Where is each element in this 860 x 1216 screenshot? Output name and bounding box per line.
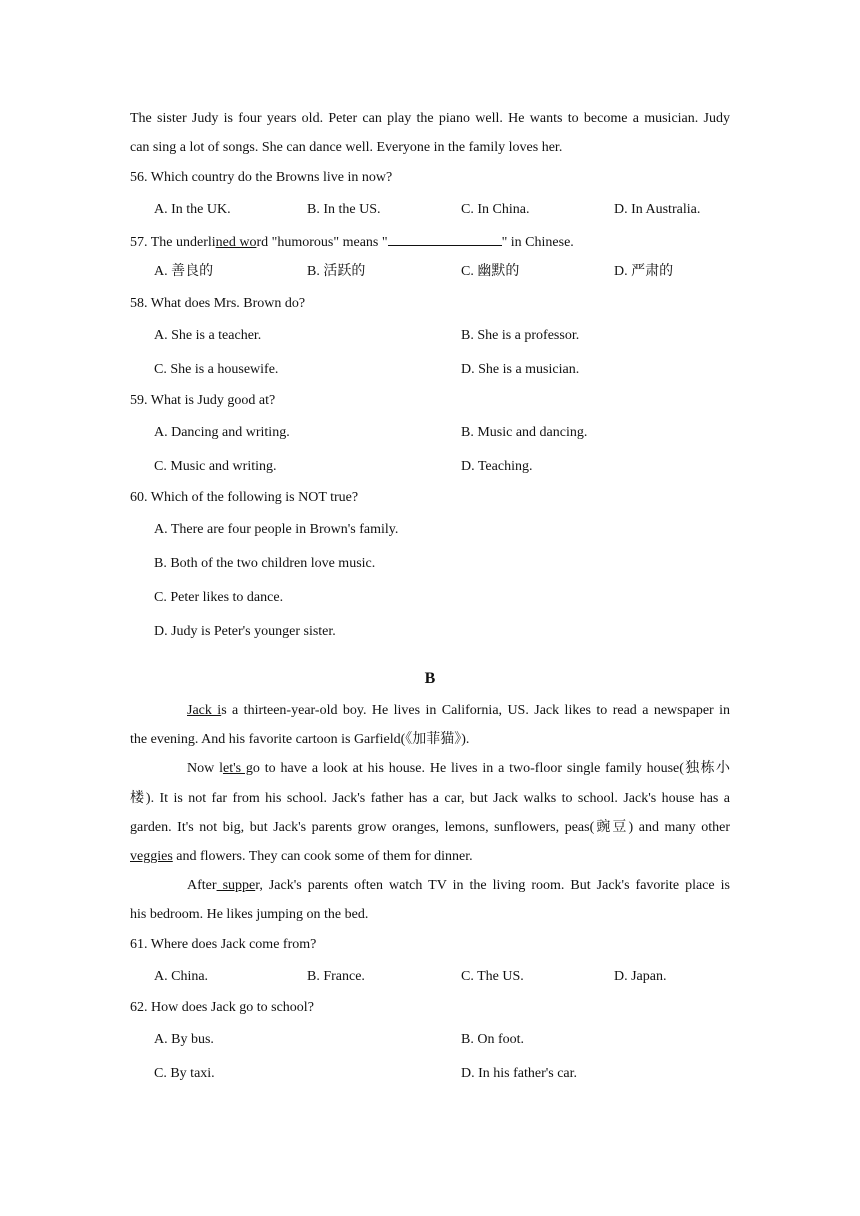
passage-a-line-2: can sing a lot of songs. She can dance well. Everyone in the family loves her.: [130, 140, 563, 155]
question-59-option-b: B. Music and dancing.: [461, 425, 588, 440]
question-59-stem: 59. What is Judy good at?: [130, 393, 276, 408]
question-61-option-c: C. The US.: [461, 969, 524, 984]
question-56-option-a: A. In the UK.: [154, 202, 231, 217]
passage-text: o to have a look at his house. He lives in a two-floor single family house(独栋小: [252, 761, 730, 776]
question-56-option-b: B. In the US.: [307, 202, 381, 217]
question-59-option-a: A. Dancing and writing.: [154, 425, 290, 440]
passage-b-p3-line-1: [130, 876, 730, 896]
question-61-option-a: A. China.: [154, 969, 209, 984]
question-57-option-d: D. 严肃的: [614, 264, 674, 279]
passage-b-p1-line-2: the evening. And his favorite cartoon is Garfield(《加菲猫》).: [130, 732, 470, 747]
question-61-stem: 61. Where does Jack come from?: [130, 937, 317, 952]
question-56-option-d: D. In Australia.: [614, 202, 701, 217]
question-62-stem: 62. How does Jack go to school?: [130, 1000, 314, 1015]
passage-b-p2-line-3: garden. It's not big, but Jack's parents grow oranges, lemons, sunflowers, peas(豌豆) and many other: [130, 820, 730, 835]
passage-a-line-1: The sister Judy is four years old. Peter can play the piano well. He wants to become a musician. Judy: [130, 111, 730, 126]
passage-text: r, Jack's parents often watch TV in the living room. But Jack's favorite place is: [255, 878, 730, 893]
question-60-stem: 60. Which of the following is NOT true?: [130, 490, 359, 505]
question-57-stem-part: " in Chinese.: [501, 235, 574, 250]
question-58-option-c: C. She is a housewife.: [154, 362, 279, 377]
question-57-option-b: B. 活跃的: [307, 264, 366, 279]
question-56-stem: 56. Which country do the Browns live in now?: [130, 170, 393, 185]
question-58-option-b: B. She is a professor.: [461, 328, 580, 343]
question-59-option-c: C. Music and writing.: [154, 459, 277, 474]
question-60-option-c: C. Peter likes to dance.: [154, 590, 284, 605]
question-57-option-c: C. 幽默的: [461, 264, 520, 279]
passage-text: s a thirteen-year-old boy. He lives in California, US. Jack likes to read a newspaper in: [221, 703, 731, 718]
passage-text: After: [187, 878, 217, 893]
section-b-heading: B: [424, 670, 436, 687]
question-61-option-b: B. France.: [307, 969, 365, 984]
passage-b-p2-line-1: [130, 759, 730, 779]
passage-b-p2-line-4: [130, 847, 730, 867]
question-62-option-a: A. By bus.: [154, 1032, 214, 1047]
answer-blank: [388, 231, 502, 246]
underlined-word-veggies: veggies: [130, 849, 173, 864]
question-62-option-d: D. In his father's car.: [461, 1066, 578, 1081]
passage-text: and flowers. They can cook some of them for dinner.: [172, 849, 473, 864]
question-57-stem: [130, 231, 730, 253]
underlined-fragment: Jack i: [187, 703, 222, 718]
question-57-stem-part: rd "humorous" means ": [256, 235, 388, 250]
question-57-stem-part: 57. The underli: [130, 235, 216, 250]
question-56-option-c: C. In China.: [461, 202, 530, 217]
passage-b-p3-line-2: his bedroom. He likes jumping on the bed.: [130, 907, 369, 922]
passage-b-p1-line-1: [130, 701, 730, 721]
question-62-option-b: B. On foot.: [461, 1032, 524, 1047]
passage-text: Now l: [187, 761, 223, 776]
question-60-option-d: D. Judy is Peter's younger sister.: [154, 624, 336, 639]
question-62-option-c: C. By taxi.: [154, 1066, 215, 1081]
question-60-option-b: B. Both of the two children love music.: [154, 556, 376, 571]
question-57-option-a: A. 善良的: [154, 264, 214, 279]
question-58-option-a: A. She is a teacher.: [154, 328, 262, 343]
question-59-option-d: D. Teaching.: [461, 459, 533, 474]
question-57-underlined-fragment: ned wo: [215, 235, 257, 250]
underlined-fragment: et's g: [222, 761, 253, 776]
question-58-stem: 58. What does Mrs. Brown do?: [130, 296, 306, 311]
question-58-option-d: D. She is a musician.: [461, 362, 580, 377]
question-61-option-d: D. Japan.: [614, 969, 667, 984]
question-60-option-a: A. There are four people in Brown's family.: [154, 522, 399, 537]
underlined-fragment: suppe: [216, 878, 256, 893]
passage-b-p2-line-2: 楼). It is not far from his school. Jack's father has a car, but Jack walks to school. Jack's house has a: [130, 791, 730, 806]
